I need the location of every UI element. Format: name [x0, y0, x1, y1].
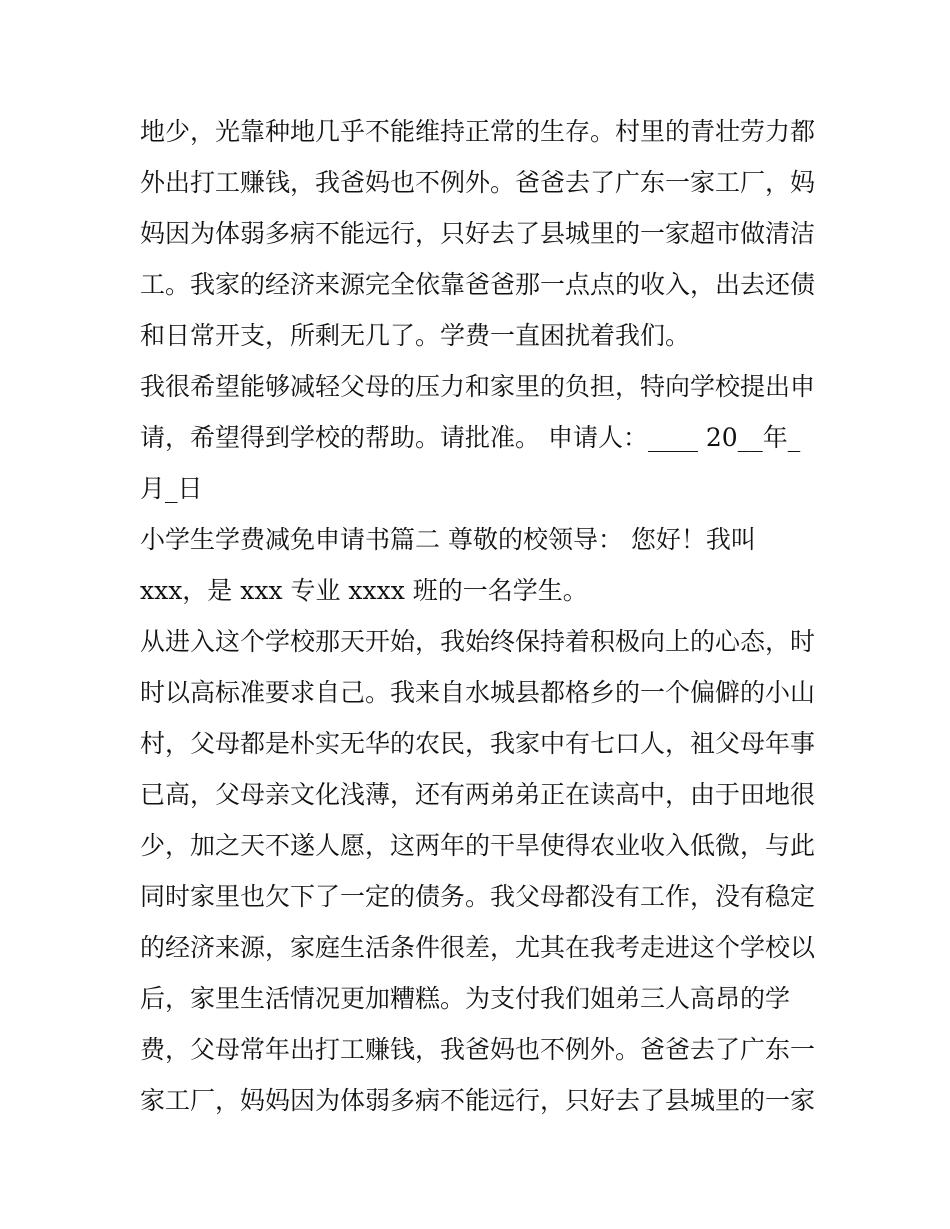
text-line: xxx，是 xxx 专业 xxxx 班的一名学生。 [140, 576, 588, 605]
document-body [140, 106, 815, 1126]
text-line: 费，父母常年出打工赚钱，我爸妈也不例外。爸爸去了广东一 [140, 1035, 816, 1064]
text-line: 外出打工赚钱，我爸妈也不例外。爸爸去了广东一家工厂，妈 [140, 168, 816, 197]
text-line: 妈因为体弱多病不能远行，只好去了县城里的一家超市做清洁 [140, 219, 816, 248]
text-line: 时以高标准要求自己。我来自水城县都格乡的一个偏僻的小山 [140, 678, 816, 707]
text-line: 月_日 [140, 474, 203, 503]
text-line: 从进入这个学校那天开始，我始终保持着积极向上的心态，时 [140, 627, 816, 656]
text-line: 和日常开支，所剩无几了。学费一直困扰着我们。 [140, 321, 691, 350]
text-line: 已高，父母亲文化浅薄，还有两弟弟正在读高中，由于田地很 [140, 780, 816, 809]
text-line: 少，加之天不遂人愿，这两年的干旱使得农业收入低微，与此 [140, 831, 816, 860]
text-line: 我很希望能够减轻父母的压力和家里的负担，特向学校提出申 [140, 372, 816, 401]
text-line: 村，父母都是朴实无华的农民，我家中有七口人，祖父母年事 [140, 729, 816, 758]
text-line: 的经济来源，家庭生活条件很差，尤其在我考走进这个学校以 [140, 933, 816, 962]
text-line: 后，家里生活情况更加糟糕。为支付我们姐弟三人高昂的学 [140, 984, 791, 1013]
text-line: 同时家里也欠下了一定的债务。我父母都没有工作，没有稳定 [140, 882, 816, 911]
text-line: 家工厂，妈妈因为体弱多病不能远行，只好去了县城里的一家 [140, 1086, 816, 1115]
text-line: 地少，光靠种地几乎不能维持正常的生存。村里的青壮劳力都 [140, 117, 816, 146]
section-heading-line: 小学生学费减免申请书篇二 尊敬的校领导： 您好！我叫 [140, 525, 756, 554]
text-line: 请，希望得到学校的帮助。请批准。 申请人：____ 20__年_ [140, 423, 801, 452]
text-line: 工。我家的经济来源完全依靠爸爸那一点点的收入，出去还债 [140, 270, 816, 299]
